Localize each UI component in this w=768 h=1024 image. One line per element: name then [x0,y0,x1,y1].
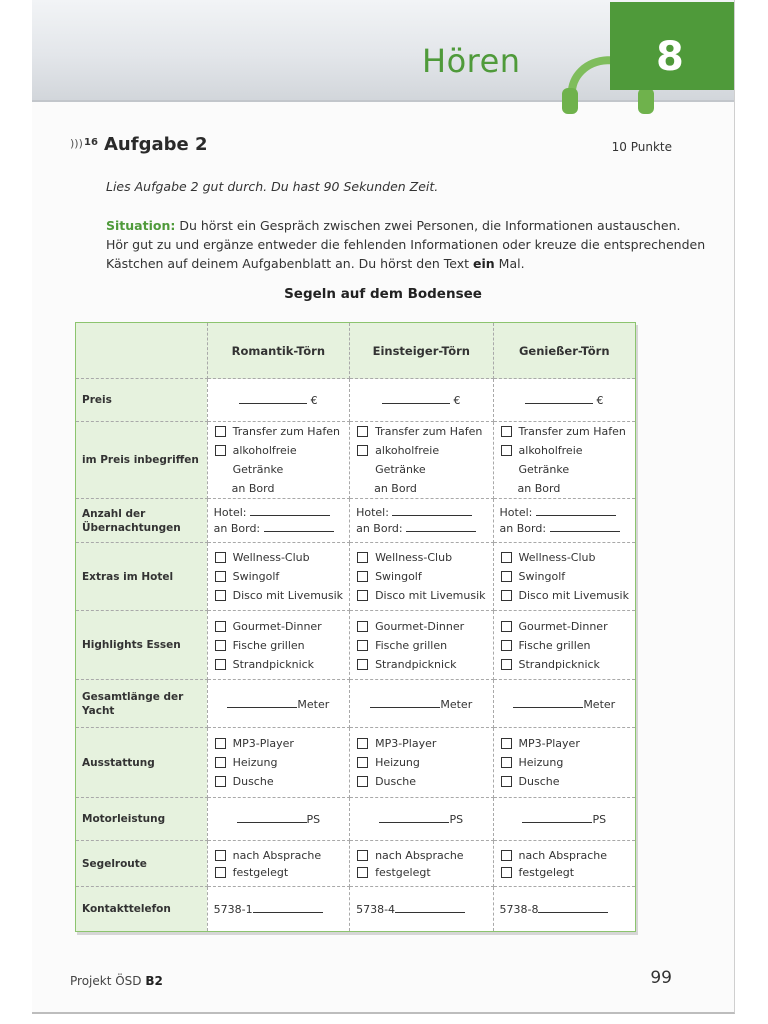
checkbox[interactable] [215,552,226,563]
checkbox-option[interactable] [500,567,629,586]
checkbox[interactable] [501,659,512,670]
bord-blank[interactable] [550,521,620,532]
checkbox[interactable] [215,738,226,749]
workbook-page [32,0,735,1014]
option-label: festgelegt [375,865,431,879]
checkbox-option[interactable] [356,847,486,864]
power-cell [207,798,349,841]
checkbox-option[interactable] [356,753,486,772]
checkbox-option[interactable] [356,655,486,674]
checkbox[interactable] [357,640,368,651]
situation-text-2: Mal. [494,256,525,271]
section-title: Hören [422,42,521,80]
length-cell [207,680,349,728]
option-label: festgelegt [518,865,575,879]
table-row [76,798,636,841]
option-label: Fische grillen [518,638,591,652]
bord-label: an Bord: [213,521,261,535]
checkbox[interactable] [501,850,512,861]
option-label: Wellness-Club [232,551,310,564]
checkbox[interactable] [215,445,226,456]
checkbox[interactable] [215,867,226,878]
price-cell [350,379,493,422]
checkbox[interactable] [357,426,368,437]
option-label: Wellness-Club [518,551,596,564]
checkbox-option[interactable] [500,734,629,753]
checkbox[interactable] [501,445,512,456]
checkbox[interactable] [215,621,226,632]
footer-book-title [70,974,163,988]
answer-table [75,322,636,932]
length-blank[interactable] [370,697,440,708]
option-label: Heizung [518,756,564,769]
phone-blank[interactable] [395,902,465,913]
chapter-number: 8 [656,34,684,80]
hotel-blank[interactable] [536,505,616,516]
checkbox[interactable] [501,776,512,787]
currency-label: € [453,394,461,407]
checkbox-option[interactable] [356,422,486,441]
phone-prefix: 5738-4 [356,903,396,916]
speaker-icon: ))) [70,137,83,150]
checkbox[interactable] [357,757,368,768]
option-label: Strandpicknick [518,657,600,671]
checkbox-option[interactable] [500,422,629,441]
points-label: 10 Punkte [611,140,672,154]
table-row [76,728,636,798]
checkbox-option[interactable] [214,548,343,567]
option-label: alkoholfreie Getränke [518,444,583,476]
checkbox-option[interactable] [214,636,343,655]
situation-bold: ein [473,256,495,271]
checkbox[interactable] [501,640,512,651]
options-cell [493,422,635,499]
hotel-blank[interactable] [392,505,472,516]
checkbox[interactable] [501,738,512,749]
table-row [76,680,636,728]
table-row [76,422,636,499]
checkbox-option[interactable] [500,753,629,772]
option-label: Heizung [375,756,420,769]
checkbox[interactable] [501,571,512,582]
checkbox[interactable] [215,590,226,601]
option-label: Transfer zum Hafen [375,425,483,438]
option-label: nach Absprache [518,848,608,862]
option-label: Gourmet-Dinner [518,619,608,633]
column-header: Genießer-Törn [493,323,635,379]
checkbox[interactable] [501,590,512,601]
option-label: Swingolf [375,570,422,583]
checkbox-option[interactable] [214,655,343,674]
checkbox-option[interactable] [500,636,629,655]
option-continuation [356,479,486,498]
checkbox-option[interactable] [214,772,343,791]
checkbox-option[interactable] [356,548,486,567]
book-level: B2 [145,974,163,988]
option-label: Disco mit Livemusik [375,589,486,602]
hotel-label: Hotel: [499,505,533,519]
option-label: Swingolf [232,570,280,583]
row-label: Preis [76,379,208,422]
options-cell [350,841,493,887]
option-continuation [500,479,629,498]
unit-label: PS [306,813,321,826]
checkbox[interactable] [215,426,226,437]
options-cell [350,543,493,611]
option-label: nach Absprache [375,848,464,862]
table-row [76,887,636,932]
checkbox-option[interactable] [214,567,343,586]
unit-label: Meter [583,697,616,711]
page-number: 99 [650,968,672,988]
option-label: Disco mit Livemusik [518,589,629,602]
checkbox[interactable] [215,850,226,861]
option-label: alkoholfreie Getränke [375,444,440,476]
row-label: im Preis inbegriffen [76,422,208,499]
checkbox-option[interactable] [356,586,486,605]
checkbox-option[interactable] [500,441,629,479]
row-label: Anzahl der Übernachtungen [76,499,208,543]
option-label: festgelegt [232,865,289,879]
row-label: Highlights Essen [76,611,208,680]
options-cell [350,611,493,680]
task-title: Aufgabe 2 [104,134,208,155]
option-label: Fische grillen [232,638,305,652]
phone-cell [350,887,493,932]
option-continuation [214,479,343,498]
phone-blank[interactable] [538,902,608,913]
unit-label: PS [592,813,607,826]
row-label: Gesamtlänge der Yacht [76,680,208,728]
price-cell [207,379,349,422]
option-label: Fische grillen [375,638,448,652]
price-cell [493,379,635,422]
checkbox[interactable] [215,659,226,670]
unit-label: PS [449,813,464,826]
options-cell [493,611,635,680]
phone-cell [207,887,349,932]
checkbox-option[interactable] [500,617,629,636]
options-cell [207,611,349,680]
option-label: alkoholfreie Getränke [232,444,297,476]
option-label: an Bord [517,482,561,495]
nights-cell [207,499,349,543]
checkbox-option[interactable] [214,847,343,864]
bord-label: an Bord: [356,521,403,535]
checkbox-option[interactable] [214,864,343,881]
options-cell [493,728,635,798]
currency-label: € [310,394,318,407]
checkbox-option[interactable] [500,655,629,674]
checkbox-option[interactable] [214,617,343,636]
length-blank[interactable] [513,697,583,708]
bord-blank[interactable] [264,521,334,532]
row-label: Segelroute [76,841,208,887]
checkbox-option[interactable] [214,753,343,772]
column-header: Einsteiger-Törn [350,323,493,379]
checkbox-option[interactable] [500,548,629,567]
option-label: Wellness-Club [375,551,453,564]
checkbox[interactable] [357,867,368,878]
bord-label: an Bord: [499,521,547,535]
track-number: 16 [84,137,98,148]
checkbox[interactable] [357,552,368,563]
price-blank[interactable] [382,393,450,404]
option-label: an Bord [231,482,275,495]
situation-label: Situation: [106,218,176,233]
phone-prefix: 5738-8 [499,903,539,916]
checkbox-option[interactable] [356,636,486,655]
table-row [76,379,636,422]
checkbox-option[interactable] [214,586,343,605]
nights-cell [493,499,635,543]
checkbox[interactable] [215,640,226,651]
option-label: an Bord [374,482,417,495]
task-instruction: Lies Aufgabe 2 gut durch. Du hast 90 Sekunden Zeit. [106,179,439,194]
checkbox-option[interactable] [500,586,629,605]
option-label: Dusche [518,775,560,788]
corner-cell [76,323,208,379]
option-label: Strandpicknick [232,657,315,671]
option-label: Transfer zum Hafen [232,425,340,438]
option-label: Gourmet-Dinner [232,619,322,633]
checkbox[interactable] [215,571,226,582]
checkbox-option[interactable] [214,422,343,441]
checkbox[interactable] [357,590,368,601]
checkbox[interactable] [357,621,368,632]
power-blank[interactable] [522,812,592,823]
checkbox[interactable] [501,621,512,632]
situation-text-1: Du hörst ein Gespräch zwischen zwei Personen, die Informationen austauschen. Hör gut zu und ergänze entweder die fehlenden Informationen oder kreuze die entsprechenden Kästchen auf deinem Aufgabenblatt an. Du hörst den Text [106,218,706,271]
row-label: Extras im Hotel [76,543,208,611]
checkbox[interactable] [357,850,368,861]
options-cell [207,841,349,887]
bord-blank[interactable] [406,521,476,532]
options-cell [207,422,349,499]
checkbox[interactable] [501,867,512,878]
phone-cell [493,887,635,932]
row-label: Kontakttelefon [76,887,208,932]
checkbox-option[interactable] [356,734,486,753]
options-cell [207,543,349,611]
length-cell [350,680,493,728]
checkbox[interactable] [357,571,368,582]
checkbox[interactable] [215,776,226,787]
hotel-blank[interactable] [250,505,330,516]
table-row [76,611,636,680]
options-cell [350,422,493,499]
option-label: MP3-Player [232,737,294,750]
price-blank[interactable] [525,393,593,404]
header-row [76,323,636,379]
option-label: Dusche [232,775,274,788]
currency-label: € [596,394,604,407]
option-label: MP3-Player [375,737,437,750]
option-label: Strandpicknick [375,657,457,671]
table-row [76,499,636,543]
checkbox[interactable] [357,445,368,456]
checkbox[interactable] [501,552,512,563]
checkbox-option[interactable] [214,734,343,753]
options-cell [493,543,635,611]
power-blank[interactable] [379,812,449,823]
checkbox-option[interactable] [356,567,486,586]
row-label: Motorleistung [76,798,208,841]
column-header: Romantik-Törn [207,323,349,379]
option-label: Dusche [375,775,417,788]
table-title: Segeln auf dem Bodensee [284,286,482,302]
checkbox-option[interactable] [356,617,486,636]
nights-cell [350,499,493,543]
price-blank[interactable] [239,393,307,404]
power-cell [350,798,493,841]
checkbox-option[interactable] [356,864,486,881]
checkbox[interactable] [501,757,512,768]
unit-label: Meter [440,697,473,711]
checkbox[interactable] [357,659,368,670]
checkbox-option[interactable] [500,864,629,881]
row-label: Ausstattung [76,728,208,798]
unit-label: Meter [297,697,330,711]
situation-paragraph [106,216,706,273]
checkbox[interactable] [215,757,226,768]
option-label: Disco mit Livemusik [232,589,344,602]
checkbox-option[interactable] [356,441,486,479]
hotel-label: Hotel: [356,505,389,519]
length-cell [493,680,635,728]
option-label: nach Absprache [232,848,322,862]
power-blank[interactable] [237,812,307,823]
checkbox-option[interactable] [214,441,343,479]
phone-prefix: 5738-1 [213,903,253,916]
book-name: Projekt ÖSD [70,974,142,988]
table-row [76,841,636,887]
option-label: Transfer zum Hafen [518,425,626,438]
checkbox-option[interactable] [356,772,486,791]
option-label: Heizung [232,756,278,769]
phone-blank[interactable] [253,902,323,913]
options-cell [207,728,349,798]
table-row [76,543,636,611]
length-blank[interactable] [227,697,297,708]
checkbox[interactable] [357,738,368,749]
options-cell [493,841,635,887]
checkbox-option[interactable] [500,847,629,864]
checkbox-option[interactable] [500,772,629,791]
option-label: Swingolf [518,570,566,583]
option-label: MP3-Player [518,737,580,750]
power-cell [493,798,635,841]
hotel-label: Hotel: [213,505,247,519]
checkbox[interactable] [357,776,368,787]
option-label: Gourmet-Dinner [375,619,465,633]
checkbox[interactable] [501,426,512,437]
options-cell [350,728,493,798]
